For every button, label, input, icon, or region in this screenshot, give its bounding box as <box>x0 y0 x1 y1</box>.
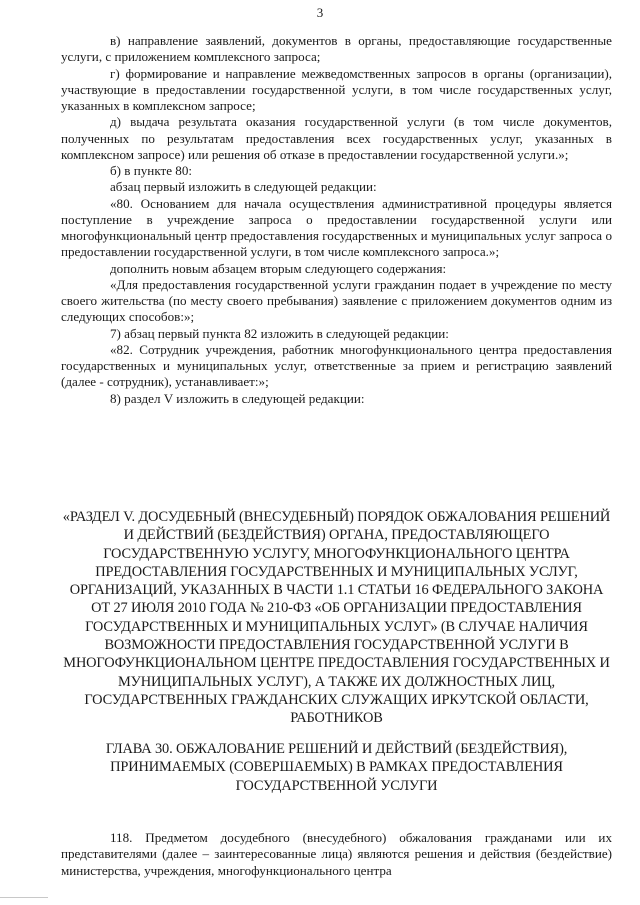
scan-divider <box>0 897 48 898</box>
paragraph-item-v: в) направление заявлений, документов в органы, предоставляющие государственные услуги, с приложением комплексного запроса; <box>61 33 612 65</box>
paragraph-item-7: 7) абзац первый пункта 82 изложить в следующей редакции: <box>110 325 449 341</box>
paragraph-quote: «Для предоставления государственной услуги гражданин подает в учреждение по месту своего жительства (по месту своего пребывания) заявление с приложением документов одним из следующих способов:»; <box>61 276 612 325</box>
page-number: 3 <box>316 5 324 20</box>
paragraph-point-82: «82. Сотрудник учреждения, работник многофункционального центра предоставления государственных и муниципальных услуг, ответственные за прием и регистрацию заявлений (далее - сотрудник), устанавливает:»; <box>61 341 612 390</box>
paragraph-point-80: «80. Основанием для начала осуществления административной процедуры является поступление в учреждение запроса о предоставлении государственной услуги или многофункциональный центр предоставления государственных и муниципальных услуг запроса о предоставлении государственной услуги, в том числе комплексного запроса.»; <box>61 195 612 260</box>
paragraph-item-b: б) в пункте 80: <box>110 163 193 178</box>
section-title: «РАЗДЕЛ V. ДОСУДЕБНЫЙ (ВНЕСУДЕБНЫЙ) ПОРЯДОК ОБЖАЛОВАНИЯ РЕШЕНИЙ И ДЕЙСТВИЙ (БЕЗДЕЙСТВИЯ) ОРГАНА, ПРЕДОСТАВЛЯЮЩЕГО ГОСУДАРСТВЕННУЮ УСЛУГУ, МНОГОФУНКЦИОНАЛЬНОГО ЦЕНТРА ПРЕДОСТАВЛЕНИЯ ГОСУДАРСТВЕННЫХ И МУНИЦИПАЛЬНЫХ УСЛУГ, ОРГАНИЗАЦИЙ, УКАЗАННЫХ В ЧАСТИ 1.1 СТАТЬИ 16 ФЕДЕРАЛЬНОГО ЗАКОНА ОТ 27 ИЮЛЯ 2010 ГОДА № 210-ФЗ «ОБ ОРГАНИЗАЦИИ ПРЕДОСТАВЛЕНИЯ ГОСУДАРСТВЕННЫХ И МУНИЦИПАЛЬНЫХ УСЛУГ» (В СЛУЧАЕ НАЛИЧИЯ ВОЗМОЖНОСТИ ПРЕДОСТАВЛЕНИЯ ГОСУДАРСТВЕННОЙ УСЛУГИ В МНОГОФУНКЦИОНАЛЬНОМ ЦЕНТРЕ ПРЕДОСТАВЛЕНИЯ ГОСУДАРСТВЕННЫХ И МУНИЦИПАЛЬНЫХ УСЛУГ), А ТАКЖЕ ИХ ДОЛЖНОСТНЫХ ЛИЦ, ГОСУДАРСТВЕННЫХ ГРАЖДАНСКИХ СЛУЖАЩИХ ИРКУТСКОЙ ОБЛАСТИ, РАБОТНИКОВ <box>62 509 611 727</box>
paragraph-first-abzac: абзац первый изложить в следующей редакции: <box>110 179 377 195</box>
paragraph-item-g: г) формирование и направление межведомственных запросов в органы (организации), участвующие в предоставлении государственной услуги, в том числе государственных услуг, указанных в комплексном запросе; <box>61 65 612 113</box>
body-text <box>61 33 612 407</box>
paragraph-add-abzac: дополнить новым абзацем вторым следующего содержания: <box>110 260 447 276</box>
paragraph-item-8: 8) раздел V изложить в следующей редакции: <box>110 390 365 406</box>
paragraph-item-d: д) выдача результата оказания государственной услуги (в том числе документов, полученных по результатам предоставления всех государственных услуг, указанных в комплексном запросе) или решения об отказе в предоставлении государственной услуги.»; <box>61 114 612 162</box>
paragraph-118: 118. Предметом досудебного (внесудебного) обжалования гражданами или их представителями (далее – заинтересованные лица) являются решения и действия (бездействие) министерства, учреждения, многофункционального центра <box>61 830 612 878</box>
main-text <box>61 830 612 879</box>
chapter-title: ГЛАВА 30. ОБЖАЛОВАНИЕ РЕШЕНИЙ И ДЕЙСТВИЙ (БЕЗДЕЙСТВИЯ), ПРИНИМАЕМЫХ (СОВЕРШАЕМЫХ) В РАМКАХ ПРЕДОСТАВЛЕНИЯ ГОСУДАРСТВЕННОЙ УСЛУГИ <box>105 741 568 794</box>
